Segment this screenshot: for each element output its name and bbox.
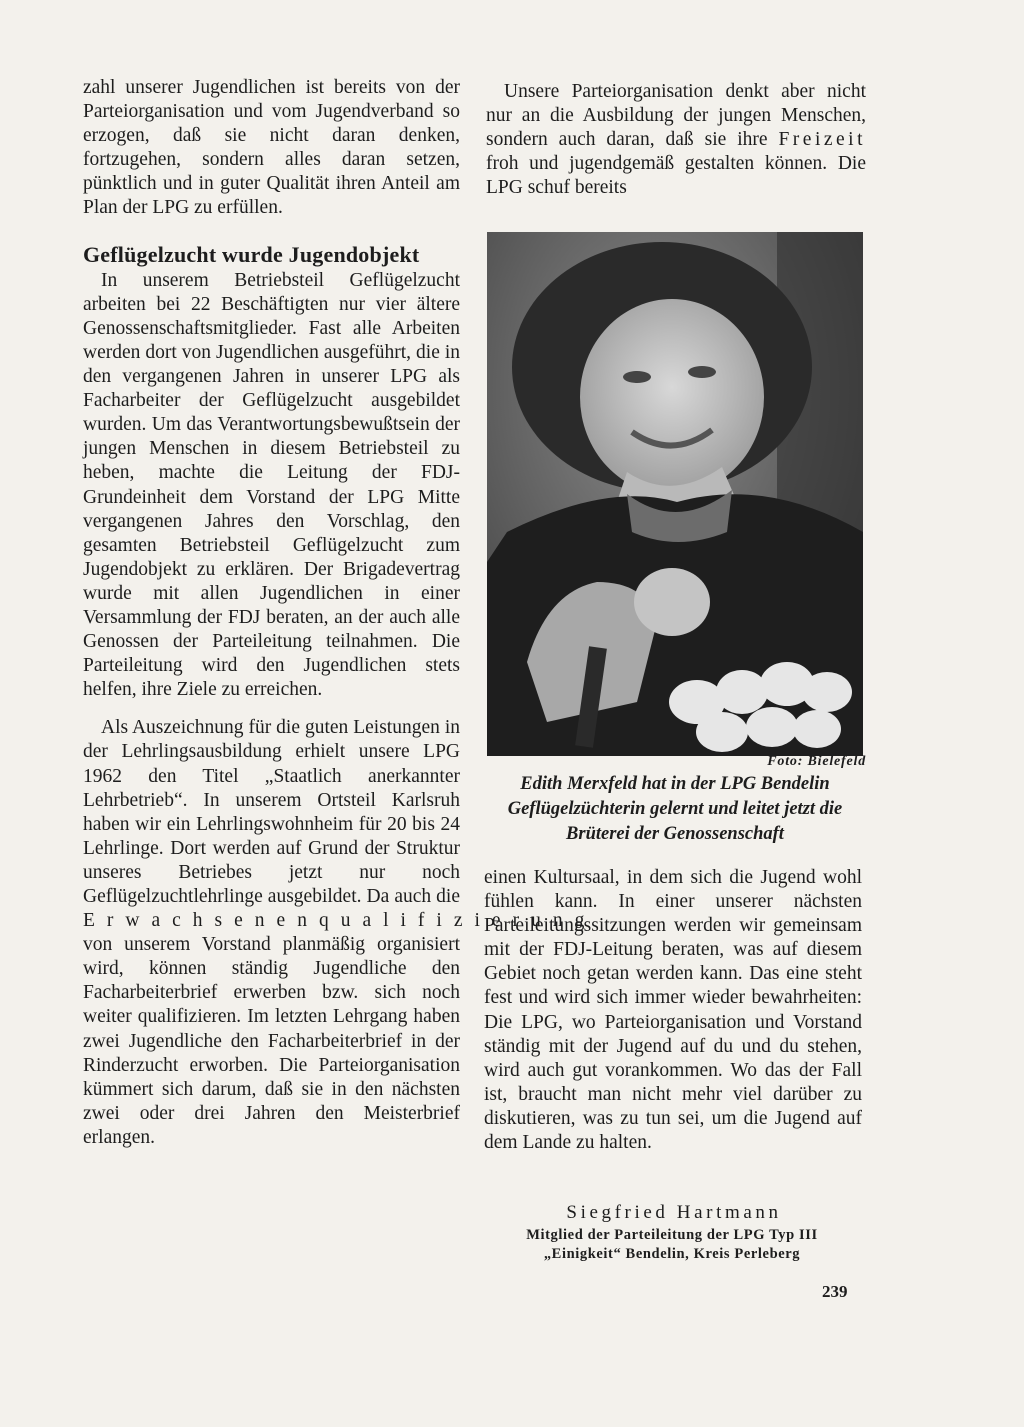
section-heading: Geflügelzucht wurde Jugendobjekt xyxy=(83,241,420,267)
paragraph-leisure xyxy=(486,80,866,200)
paragraph-leisure-part1: Unsere Parteiorganisation denkt aber nicht nur an die Ausbildung der jungen Menschen, sondern auch daran, daß sie ihre xyxy=(486,81,866,151)
paragraph-continuation: zahl unserer Jugendlichen ist bereits von der Parteiorganisation und vom Jugendverband so erzogen, daß sie nicht daran denken, fortzugehen, sondern alles daran setzen, pünktlich und in guter Qualität ihren Anteil am Plan der LPG zu erfüllen. xyxy=(83,77,460,219)
spaced-word-freizeit: Freizeit xyxy=(778,129,867,151)
portrait-image xyxy=(487,232,863,756)
left-column xyxy=(83,76,597,1150)
paragraph-apprentice xyxy=(83,716,597,1150)
right-column-bottom xyxy=(484,866,862,1155)
right-column-top xyxy=(486,80,866,200)
page-number: 239 xyxy=(822,1282,848,1301)
photo-credit: Foto: Bielefeld xyxy=(767,754,866,769)
photo-portrait xyxy=(487,232,863,756)
author-role-line2: „Einigkeit“ Bendelin, Kreis Perleberg xyxy=(543,1246,801,1262)
paragraph-poultry: In unserem Betriebsteil Geflügelzucht arbeiten bei 22 Beschäftigten nur vier ältere Genossenschaftsmitglieder. Fast alle Arbeiten werden dort von Jugendlichen ausgeführt, die in den vergangenen Jahren in unserer LPG als Facharbeiter der Geflügelzucht ausgebildet wurden. Um das Verantwortungsbewußtsein der jungen Menschen in diesem Betriebsteil zu heben, machte die Leitung der FDJ-Grundeinheit dem Vorstand der LPG Mitte vergangenen Jahres den Vorschlag, den gesamten Betriebsteil Geflügelzucht zum Jugendobjekt zu erklären. Der Brigadevertrag wurde mit allen Jugendlichen in einer Versammlung der FDJ beraten, an der auch alle Genossen der Parteileitung teilnahmen. Die Parteileitung wird den Jugendlichen stets helfen, ihre Ziele zu erreichen. xyxy=(83,269,460,701)
paragraph-apprentice-part1: Als Auszeichnung für die guten Leistungen in der Lehrlingsausbildung erhielt unsere LPG 1962 den Titel „Staatlich anerkannter Lehrbetrieb“. In unserem Ortsteil Karlsruh haben wir ein Lehrlingswohnheim für 20 bis 24 Lehrlinge. Dort werden auf Grund der Struktur unseres Betriebes jetzt nur noch Geflügelzuchtlehrlinge ausgebildet. Da auch die xyxy=(83,717,460,907)
author-role xyxy=(478,1226,866,1264)
photo-caption: Edith Merxfeld hat in der LPG Bendelin Geflügelzüchterin gelernt und leitet jetzt die Brüterei der Genossenschaft xyxy=(507,774,843,844)
paragraph-apprentice-part2: von unserem Vorstand planmäßig organisiert wird, können ständig Jugendliche den Facharbeiterbrief erwerben bzw. sich noch weiter qualifizieren. Im letzten Lehrgang haben zwei Jugendliche den Facharbeiterbrief in der Rinderzucht erworben. Die Parteiorganisation kümmert sich darum, daß sie in den nächsten zwei oder drei Jahren den Meisterbrief erlangen. xyxy=(83,934,460,1148)
author-name: Siegfried Hartmann xyxy=(566,1202,782,1223)
paragraph-leisure-part2: froh und jugendgemäß gestalten können. Die LPG schuf bereits xyxy=(486,153,866,199)
paragraph-culture-hall: einen Kultursaal, in dem sich die Jugend wohl fühlen kann. In einer unserer nächsten Parteileitungssitzungen werden wir gemeinsam mit der FDJ-Leitung beraten, was auf diesem Gebiet noch getan werden kann. Das eine steht fest und wird sich immer wieder bewahrheiten: Die LPG, wo Parteiorganisation und Vorstand ständig mit der Jugend auf du und du stehen, wird auch gut vorankommen. Wo das der Fall ist, braucht man nicht mehr viel darüber zu diskutieren, was zu tun sei, um die Jugend auf dem Lande zu halten. xyxy=(484,867,862,1154)
author-role-line1: Mitglied der Parteileitung der LPG Typ III xyxy=(526,1227,818,1243)
spaced-word-adult-qualification: Erwachsenenqualifizierung xyxy=(83,910,597,932)
